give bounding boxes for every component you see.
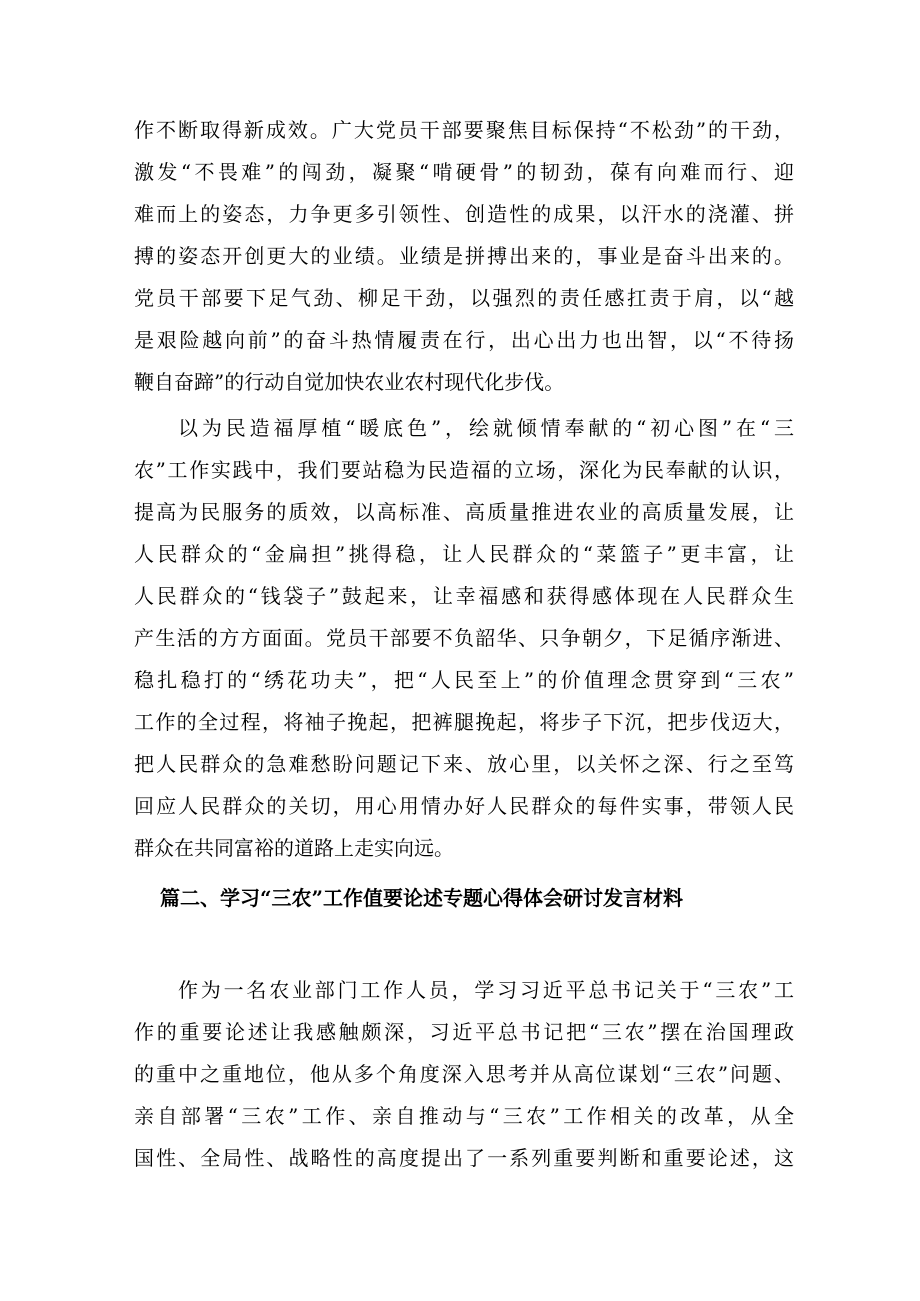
paragraph-line: 以为民造福厚植“暖底色”，绘就倾情奉献的“初心图”在“三: [178, 416, 794, 440]
paragraph-line: 是艰险越向前”的奋斗热情履责在行，出心出力也出智，以“不待扬: [134, 328, 794, 352]
paragraph-line: 激发“不畏难”的闯劲，凝聚“啃硬骨”的韧劲，葆有向难而行、迎: [134, 160, 794, 184]
paragraph-line: 工作的全过程，将袖子挽起，把裤腿挽起，将步子下沉，把步伐迈大，: [134, 710, 794, 734]
paragraph-line: 农”工作实践中，我们要站稳为民造福的立场，深化为民奉献的认识，: [134, 458, 794, 482]
paragraph-line: 作不断取得新成效。广大党员干部要聚焦目标保持“不松劲”的干劲，: [134, 118, 794, 142]
paragraph-line: 稳扎稳打的“绣花功夫”，把“人民至上”的价值理念贯穿到“三农”: [134, 668, 794, 692]
paragraph-line: 搏的姿态开创更大的业绩。业绩是拼搏出来的，事业是奋斗出来的。: [134, 244, 794, 268]
paragraph-line: 作的重要论述让我感触颇深，习近平总书记把“三农”摆在治国理政: [134, 1020, 794, 1044]
paragraph-line: 群众在共同富裕的道路上走实向远。: [134, 836, 454, 860]
paragraph-2: [134, 407, 794, 869]
paragraph-line: 鞭自奋蹄”的行动自觉加快农业农村现代化步伐。: [134, 370, 565, 394]
paragraph-line: 产生活的方方面面。党员干部要不负韶华、只争朝夕，下足循序渐进、: [134, 626, 794, 650]
paragraph-line: 党员干部要下足气劲、柳足干劲，以强烈的责任感扛责于肩，以“越: [134, 286, 794, 310]
paragraph-line: 人民群众的“金扁担”挑得稳，让人民群众的“菜篮子”更丰富，让: [134, 542, 794, 566]
paragraph-line: 作为一名农业部门工作人员，学习习近平总书记关于“三农”工: [178, 978, 794, 1002]
section-heading: 篇二、学习“三农”工作值要论述专题心得体会研讨发言材料: [160, 886, 684, 910]
paragraph-line: 亲自部署“三农”工作、亲自推动与“三农”工作相关的改革，从全: [134, 1104, 794, 1128]
paragraph-line: 提高为民服务的质效，以高标准、高质量推进农业的高质量发展，让: [134, 500, 794, 524]
paragraph-3: [134, 969, 794, 1179]
paragraph-1: [134, 109, 794, 403]
paragraph-line: 的重中之重地位，他从多个角度深入思考并从高位谋划“三农”问题、: [134, 1062, 794, 1086]
paragraph-line: 难而上的姿态，力争更多引领性、创造性的成果，以汗水的浇灌、拼: [134, 202, 794, 226]
paragraph-line: 回应人民群众的关切，用心用情办好人民群众的每件实事，带领人民: [134, 794, 794, 818]
paragraph-line: 国性、全局性、战略性的高度提出了一系列重要判断和重要论述，这: [134, 1146, 794, 1170]
paragraph-line: 人民群众的“钱袋子”鼓起来，让幸福感和获得感体现在人民群众生: [134, 584, 794, 608]
paragraph-line: 把人民群众的急难愁盼问题记下来、放心里，以关怀之深、行之至笃: [134, 752, 794, 776]
